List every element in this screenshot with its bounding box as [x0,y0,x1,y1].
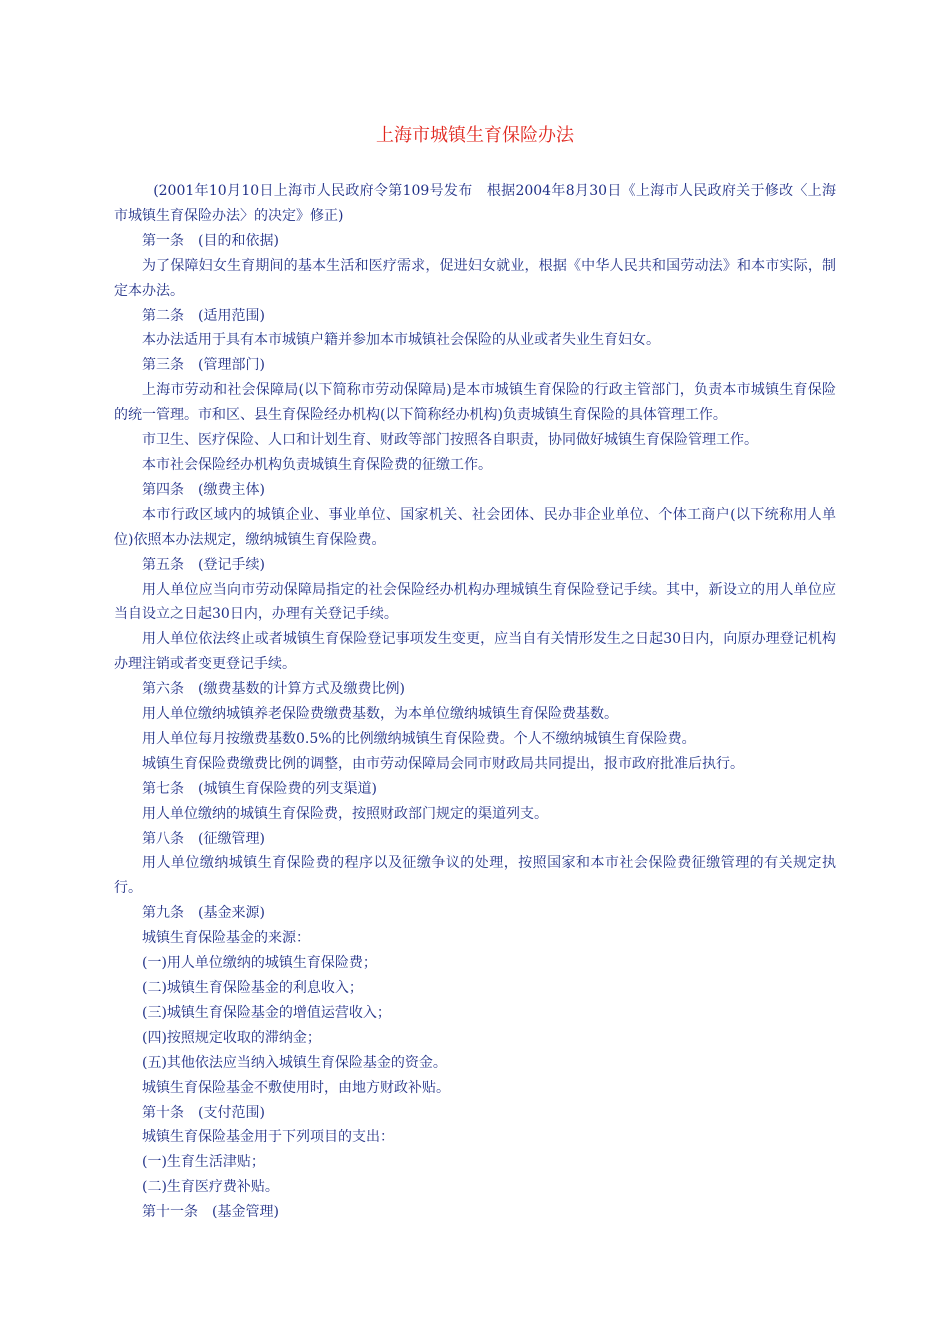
document-page [114,118,836,1225]
article-heading: 第五条 (登记手续) [142,556,265,573]
article-heading: 第八条 (征缴管理) [142,830,265,847]
article-heading: 第七条 (城镇生育保险费的列支渠道) [142,780,377,797]
paragraph: 本办法适用于具有本市城镇户籍并参加本市城镇社会保险的从业或者失业生育妇女。 [142,332,660,349]
paragraph: 城镇生育保险基金的来源： [142,930,310,947]
paragraph: (一)用人单位缴纳的城镇生育保险费； [142,955,377,972]
article-heading: 第三条 (管理部门) [142,357,265,374]
paragraph: (四)按照规定收取的滞纳金； [142,1029,321,1046]
paragraph: (一)生育生活津贴； [142,1154,265,1171]
paragraph: 城镇生育保险基金不敷使用时，由地方财政补贴。 [142,1079,450,1096]
paragraph: (二)生育医疗费补贴。 [142,1179,279,1196]
paragraph: 上海市劳动和社会保障局(以下简称市劳动保障局)是本市城镇生育保险的行政主管部门，负责本市城镇生育保险的统一管理。市和区、县生育保险经办机构(以下简称经办机构)负责城镇生育保险的具体管理工作。 [114,382,836,424]
paragraph: 城镇生育保险费缴费比例的调整，由市劳动保障局会同市财政局共同提出，报市政府批准后执行。 [142,755,744,772]
article-heading: 第一条 (目的和依据) [142,232,279,249]
article-heading: 第十一条 (基金管理) [142,1204,279,1221]
paragraph: 用人单位每月按缴费基数0.5%的比例缴纳城镇生育保险费。个人不缴纳城镇生育保险费。 [142,730,696,747]
paragraph: 城镇生育保险基金用于下列项目的支出： [142,1129,394,1146]
document-title: 上海市城镇生育保险办法 [376,125,574,146]
paragraph: (二)城镇生育保险基金的利息收入； [142,980,363,996]
paragraph: (五)其他依法应当纳入城镇生育保险基金的资金。 [142,1054,447,1071]
paragraph: 用人单位依法终止或者城镇生育保险登记事项发生变更，应当自有关情形发生之日起30日内，向原办理登记机构办理注销或者变更登记手续。 [114,631,836,673]
paragraph: 用人单位缴纳城镇养老保险费缴费基数，为本单位缴纳城镇生育保险费基数。 [142,706,618,723]
article-heading: 第二条 (适用范围) [142,307,265,324]
paragraph: 本市行政区域内的城镇企业、事业单位、国家机关、社会团体、民办非企业单位、个体工商户(以下统称用人单位)依照本办法规定，缴纳城镇生育保险费。 [114,506,836,548]
paragraph: 市卫生、医疗保险、人口和计划生育、财政等部门按照各自职责，协同做好城镇生育保险管理工作。 [142,432,758,449]
article-heading: 第九条 (基金来源) [142,905,265,922]
article-heading: 第四条 (缴费主体) [142,481,265,498]
article-heading: 第六条 (缴费基数的计算方式及缴费比例) [142,681,405,698]
paragraph: 为了保障妇女生育期间的基本生活和医疗需求，促进妇女就业，根据《中华人民共和国劳动法》和本市实际，制定本办法。 [114,257,836,299]
paragraph: 本市社会保险经办机构负责城镇生育保险费的征缴工作。 [142,456,492,473]
document-intro: (2001年10月10日上海市人民政府令第109号发布 根据2004年8月30日《上海市人民政府关于修改〈上海市城镇生育保险办法〉的决定》修正) [114,183,836,224]
paragraph: (三)城镇生育保险基金的增值运营收入； [142,1004,391,1021]
paragraph: 用人单位应当向市劳动保障局指定的社会保险经办机构办理城镇生育保险登记手续。其中，新设立的用人单位应当自设立之日起30日内，办理有关登记手续。 [114,581,836,623]
paragraph: 用人单位缴纳的城镇生育保险费，按照财政部门规定的渠道列支。 [142,805,548,822]
document-body [114,229,836,1225]
article-heading: 第十条 (支付范围) [142,1104,265,1121]
paragraph: 用人单位缴纳城镇生育保险费的程序以及征缴争议的处理，按照国家和本市社会保险费征缴管理的有关规定执行。 [114,855,836,897]
